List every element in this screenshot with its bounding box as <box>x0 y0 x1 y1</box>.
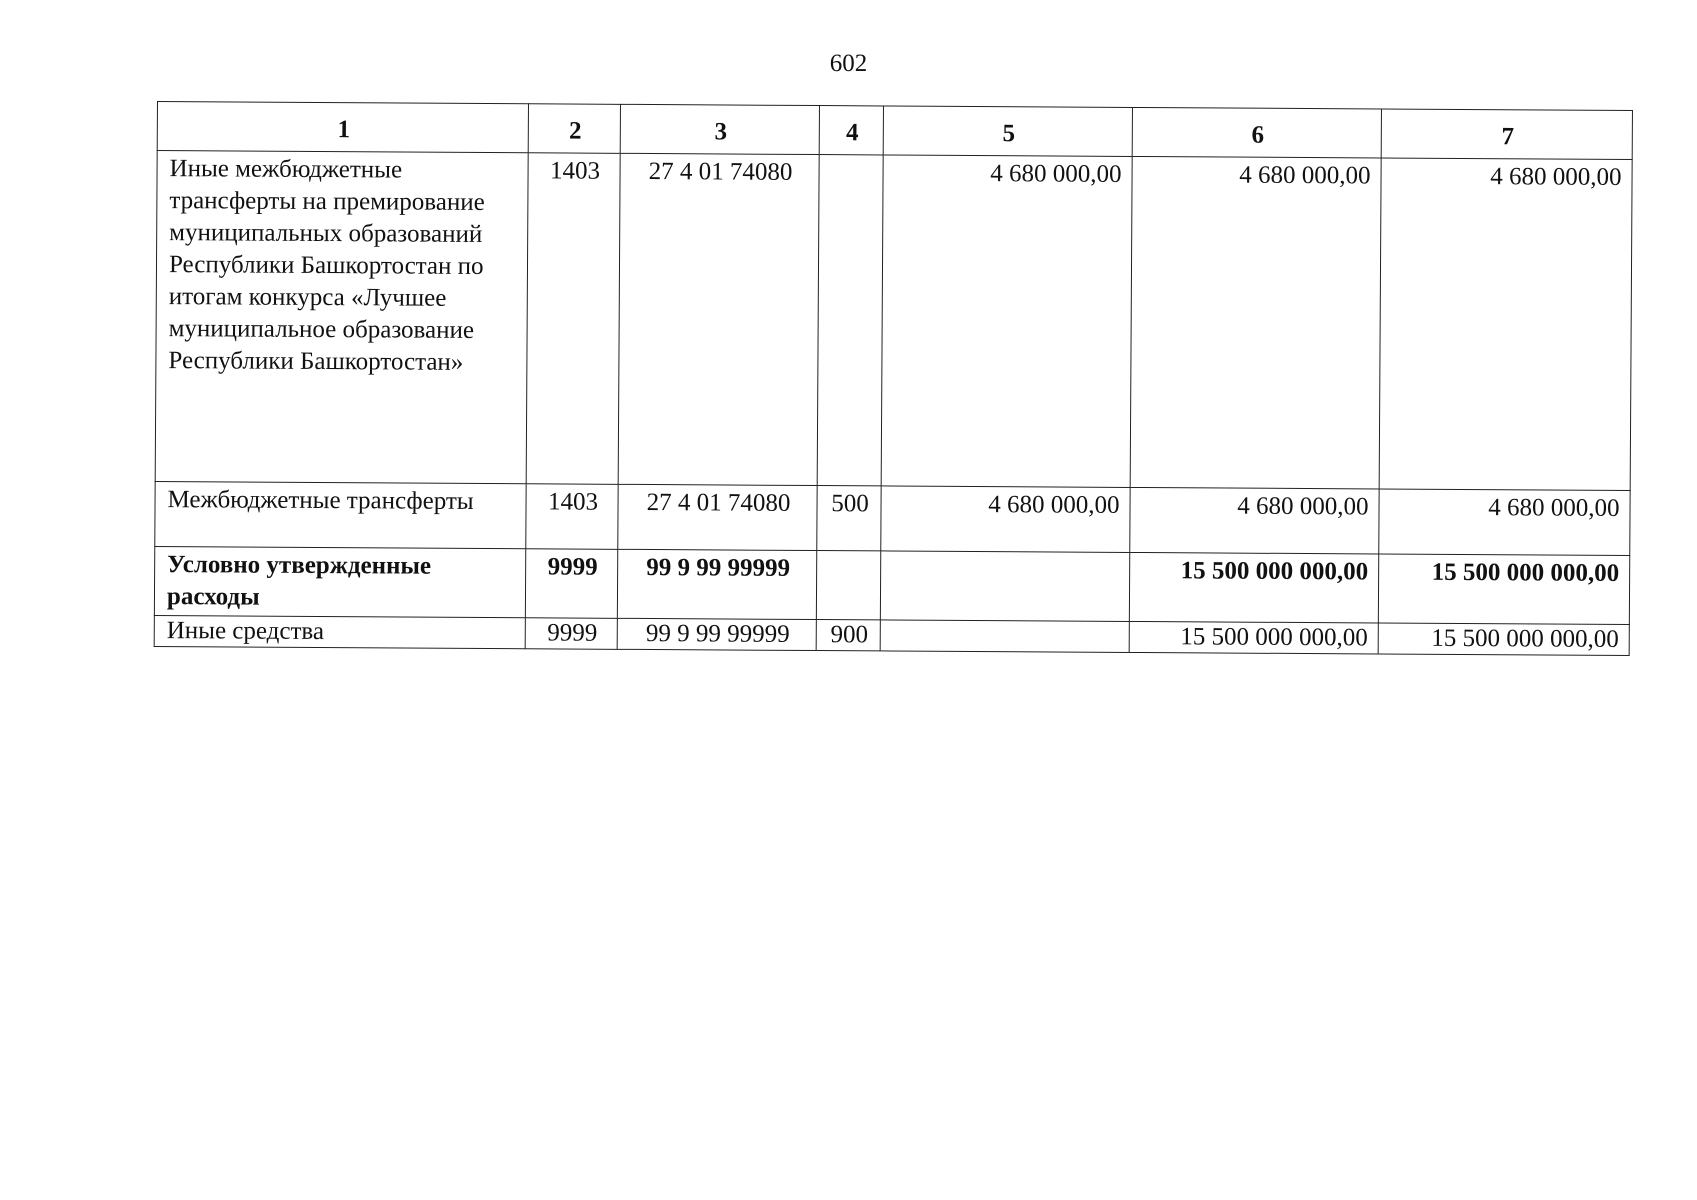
row-amount-year3: 4 680 000,00 <box>1379 489 1630 556</box>
row-name: Иные межбюджетные трансферты на премирование муниципальных образований Республики Башкортостан по итогам конкурса «Лучшее муниципальное образование Республики Башкортостан» <box>155 151 528 484</box>
row-amount-year1 <box>880 551 1129 622</box>
column-header-6: 6 <box>1132 107 1381 158</box>
row-name: Межбюджетные трансферты <box>155 481 526 548</box>
row-expense-type: 500 <box>817 486 881 551</box>
table-header-row <box>157 102 1632 160</box>
row-amount-year2: 4 680 000,00 <box>1130 156 1381 489</box>
row-section-code: 1403 <box>526 484 618 550</box>
column-header-5: 5 <box>883 106 1132 157</box>
row-expense-type <box>817 155 883 486</box>
row-expense-type <box>816 551 880 620</box>
table-row <box>155 481 1630 555</box>
column-header-1: 1 <box>157 102 528 153</box>
page-number: 602 <box>829 50 868 77</box>
row-amount-year2: 15 500 000 000,00 <box>1129 621 1378 654</box>
row-section-code: 9999 <box>525 618 617 650</box>
row-target-code: 27 4 01 74080 <box>618 153 819 485</box>
column-header-2: 2 <box>528 104 620 154</box>
row-amount-year1 <box>880 620 1129 653</box>
row-amount-year3: 15 500 000 000,00 <box>1378 554 1629 625</box>
row-target-code: 99 9 99 99999 <box>617 618 816 650</box>
budget-table-wrapper <box>154 101 1633 656</box>
row-amount-year1: 4 680 000,00 <box>881 155 1132 488</box>
row-amount-year2: 4 680 000,00 <box>1130 487 1379 554</box>
row-section-code: 1403 <box>526 153 620 485</box>
row-amount-year1: 4 680 000,00 <box>881 486 1130 553</box>
row-target-code: 27 4 01 74080 <box>618 484 817 550</box>
row-section-code: 9999 <box>525 549 617 619</box>
row-amount-year3: 15 500 000 000,00 <box>1378 623 1629 656</box>
row-amount-year3: 4 680 000,00 <box>1379 158 1632 491</box>
column-header-4: 4 <box>819 106 883 155</box>
row-name: Условно утвержденные расходы <box>154 546 525 617</box>
column-header-7: 7 <box>1381 109 1632 160</box>
column-header-3: 3 <box>620 104 819 154</box>
table-row <box>155 151 1632 491</box>
budget-table <box>154 101 1633 656</box>
row-amount-year2: 15 500 000 000,00 <box>1129 552 1378 623</box>
table-row-total <box>154 546 1629 624</box>
row-target-code: 99 9 99 99999 <box>617 549 816 619</box>
row-expense-type: 900 <box>816 620 880 651</box>
row-name: Иные средства <box>154 615 525 648</box>
